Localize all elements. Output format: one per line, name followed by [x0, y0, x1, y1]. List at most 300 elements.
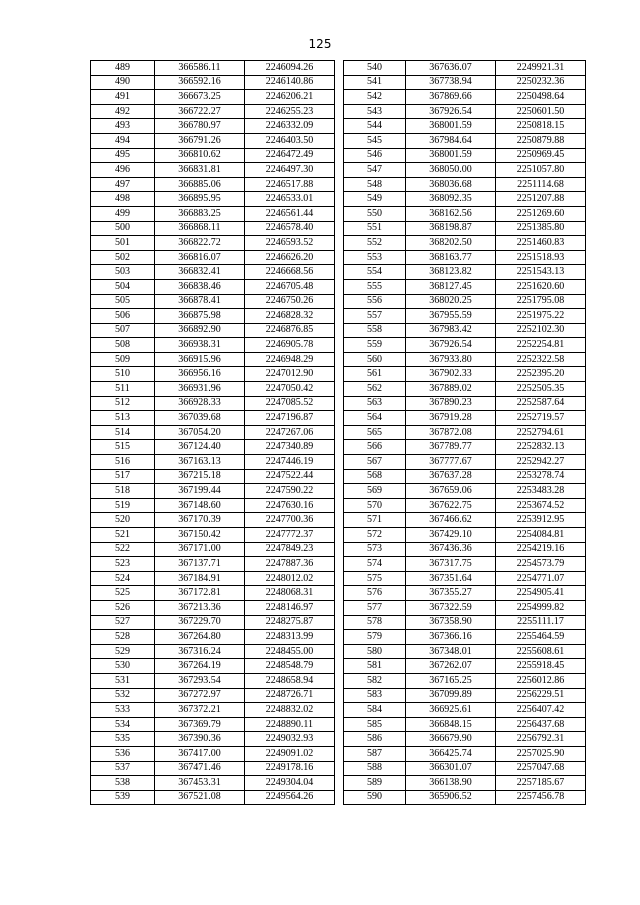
point-number-cell: 562	[344, 382, 406, 397]
x-coordinate-cell: 367983.42	[406, 323, 496, 338]
point-number-cell: 522	[91, 542, 155, 557]
y-coordinate-cell: 2247050.42	[245, 382, 335, 397]
x-coordinate-cell: 366956.16	[155, 367, 245, 382]
table-row	[91, 659, 335, 674]
point-number-cell: 497	[91, 177, 155, 192]
y-coordinate-cell: 2251795.08	[496, 294, 586, 309]
x-coordinate-cell: 367262.07	[406, 659, 496, 674]
point-number-cell: 557	[344, 309, 406, 324]
table-row	[91, 484, 335, 499]
table-row	[344, 644, 586, 659]
x-coordinate-cell: 366883.25	[155, 206, 245, 221]
point-number-cell: 513	[91, 411, 155, 426]
y-coordinate-cell: 2246626.20	[245, 250, 335, 265]
y-coordinate-cell: 2247590.22	[245, 484, 335, 499]
x-coordinate-cell: 367789.77	[406, 440, 496, 455]
table-row	[344, 717, 586, 732]
table-row	[91, 790, 335, 805]
table-row	[344, 352, 586, 367]
point-number-cell: 552	[344, 236, 406, 251]
x-coordinate-cell: 366875.98	[155, 309, 245, 324]
table-row	[344, 104, 586, 119]
x-coordinate-cell: 367417.00	[155, 746, 245, 761]
y-coordinate-cell: 2246561.44	[245, 206, 335, 221]
x-coordinate-cell: 367322.59	[406, 600, 496, 615]
y-coordinate-cell: 2247887.36	[245, 557, 335, 572]
x-coordinate-cell: 367926.54	[406, 104, 496, 119]
y-coordinate-cell: 2247522.44	[245, 469, 335, 484]
table-row	[91, 294, 335, 309]
x-coordinate-cell: 368163.77	[406, 250, 496, 265]
x-coordinate-cell: 367039.68	[155, 411, 245, 426]
y-coordinate-cell: 2246332.09	[245, 119, 335, 134]
x-coordinate-cell: 368162.56	[406, 206, 496, 221]
y-coordinate-cell: 2250969.45	[496, 148, 586, 163]
point-number-cell: 512	[91, 396, 155, 411]
y-coordinate-cell: 2252322.58	[496, 352, 586, 367]
y-coordinate-cell: 2256437.68	[496, 717, 586, 732]
table-row	[344, 382, 586, 397]
point-number-cell: 568	[344, 469, 406, 484]
y-coordinate-cell: 2252254.81	[496, 338, 586, 353]
table-row	[344, 542, 586, 557]
x-coordinate-cell: 366892.90	[155, 323, 245, 338]
table-row	[91, 746, 335, 761]
y-coordinate-cell: 2247012.90	[245, 367, 335, 382]
y-coordinate-cell: 2252719.57	[496, 411, 586, 426]
table-row	[344, 338, 586, 353]
table-row	[91, 396, 335, 411]
y-coordinate-cell: 2246094.26	[245, 61, 335, 76]
y-coordinate-cell: 2257456.78	[496, 790, 586, 805]
point-number-cell: 490	[91, 75, 155, 90]
x-coordinate-cell: 366780.97	[155, 119, 245, 134]
y-coordinate-cell: 2248832.02	[245, 703, 335, 718]
table-row	[344, 309, 586, 324]
table-row	[344, 586, 586, 601]
point-number-cell: 537	[91, 761, 155, 776]
y-coordinate-cell: 2249032.93	[245, 732, 335, 747]
x-coordinate-cell: 367171.00	[155, 542, 245, 557]
table-row	[91, 528, 335, 543]
y-coordinate-cell: 2255111.17	[496, 615, 586, 630]
y-coordinate-cell: 2246255.23	[245, 104, 335, 119]
point-number-cell: 520	[91, 513, 155, 528]
y-coordinate-cell: 2248146.97	[245, 600, 335, 615]
table-row	[344, 600, 586, 615]
point-number-cell: 506	[91, 309, 155, 324]
table-row	[91, 703, 335, 718]
point-number-cell: 527	[91, 615, 155, 630]
x-coordinate-cell: 367372.21	[155, 703, 245, 718]
point-number-cell: 577	[344, 600, 406, 615]
y-coordinate-cell: 2255464.59	[496, 630, 586, 645]
table-row	[91, 469, 335, 484]
table-row	[91, 119, 335, 134]
y-coordinate-cell: 2246668.56	[245, 265, 335, 280]
point-number-cell: 526	[91, 600, 155, 615]
x-coordinate-cell: 367264.80	[155, 630, 245, 645]
x-coordinate-cell: 366673.25	[155, 90, 245, 105]
y-coordinate-cell: 2250818.15	[496, 119, 586, 134]
x-coordinate-cell: 367264.19	[155, 659, 245, 674]
y-coordinate-cell: 2252587.64	[496, 396, 586, 411]
x-coordinate-cell: 366138.90	[406, 776, 496, 791]
point-number-cell: 576	[344, 586, 406, 601]
point-number-cell: 489	[91, 61, 155, 76]
table-row	[344, 323, 586, 338]
point-number-cell: 516	[91, 455, 155, 470]
table-row	[344, 177, 586, 192]
point-number-cell: 548	[344, 177, 406, 192]
x-coordinate-cell: 367366.16	[406, 630, 496, 645]
point-number-cell: 569	[344, 484, 406, 499]
point-number-cell: 534	[91, 717, 155, 732]
table-row	[344, 75, 586, 90]
table-row	[344, 440, 586, 455]
x-coordinate-cell: 367636.07	[406, 61, 496, 76]
point-number-cell: 514	[91, 425, 155, 440]
point-number-cell: 536	[91, 746, 155, 761]
x-coordinate-cell: 367137.71	[155, 557, 245, 572]
table-row	[344, 367, 586, 382]
x-coordinate-cell: 367902.33	[406, 367, 496, 382]
point-number-cell: 546	[344, 148, 406, 163]
table-row	[344, 265, 586, 280]
table-row	[344, 528, 586, 543]
x-coordinate-cell: 367124.40	[155, 440, 245, 455]
y-coordinate-cell: 2251518.93	[496, 250, 586, 265]
x-coordinate-cell: 367890.23	[406, 396, 496, 411]
x-coordinate-cell: 366592.16	[155, 75, 245, 90]
point-number-cell: 493	[91, 119, 155, 134]
point-number-cell: 575	[344, 571, 406, 586]
y-coordinate-cell: 2246206.21	[245, 90, 335, 105]
point-number-cell: 574	[344, 557, 406, 572]
table-row	[91, 586, 335, 601]
x-coordinate-cell: 366301.07	[406, 761, 496, 776]
table-row	[91, 557, 335, 572]
table-row	[91, 236, 335, 251]
point-number-cell: 509	[91, 352, 155, 367]
table-row	[344, 761, 586, 776]
point-number-cell: 519	[91, 498, 155, 513]
y-coordinate-cell: 2247700.36	[245, 513, 335, 528]
point-number-cell: 551	[344, 221, 406, 236]
point-number-cell: 545	[344, 133, 406, 148]
table-row	[91, 367, 335, 382]
table-row	[91, 761, 335, 776]
point-number-cell: 495	[91, 148, 155, 163]
point-number-cell: 590	[344, 790, 406, 805]
x-coordinate-cell: 367355.27	[406, 586, 496, 601]
point-number-cell: 532	[91, 688, 155, 703]
point-number-cell: 542	[344, 90, 406, 105]
x-coordinate-cell: 366928.33	[155, 396, 245, 411]
point-number-cell: 504	[91, 279, 155, 294]
y-coordinate-cell: 2253483.28	[496, 484, 586, 499]
point-number-cell: 585	[344, 717, 406, 732]
y-coordinate-cell: 2247340.89	[245, 440, 335, 455]
y-coordinate-cell: 2251207.88	[496, 192, 586, 207]
table-row	[344, 425, 586, 440]
table-row	[344, 484, 586, 499]
point-number-cell: 511	[91, 382, 155, 397]
y-coordinate-cell: 2248455.00	[245, 644, 335, 659]
table-row	[91, 644, 335, 659]
point-number-cell: 565	[344, 425, 406, 440]
point-number-cell: 531	[91, 673, 155, 688]
table-row	[344, 294, 586, 309]
x-coordinate-cell: 366722.27	[155, 104, 245, 119]
point-number-cell: 550	[344, 206, 406, 221]
table-row	[344, 411, 586, 426]
x-coordinate-cell: 367165.25	[406, 673, 496, 688]
table-row	[91, 440, 335, 455]
x-coordinate-cell: 366938.31	[155, 338, 245, 353]
y-coordinate-cell: 2249304.04	[245, 776, 335, 791]
table-row	[91, 455, 335, 470]
y-coordinate-cell: 2251543.13	[496, 265, 586, 280]
point-number-cell: 503	[91, 265, 155, 280]
table-row	[344, 746, 586, 761]
x-coordinate-cell: 367429.10	[406, 528, 496, 543]
y-coordinate-cell: 2247085.52	[245, 396, 335, 411]
x-coordinate-cell: 367148.60	[155, 498, 245, 513]
y-coordinate-cell: 2246593.52	[245, 236, 335, 251]
y-coordinate-cell: 2252102.30	[496, 323, 586, 338]
table-row	[344, 469, 586, 484]
y-coordinate-cell: 2248726.71	[245, 688, 335, 703]
x-coordinate-cell: 367889.02	[406, 382, 496, 397]
x-coordinate-cell: 367351.64	[406, 571, 496, 586]
point-number-cell: 529	[91, 644, 155, 659]
x-coordinate-cell: 368198.87	[406, 221, 496, 236]
point-number-cell: 517	[91, 469, 155, 484]
y-coordinate-cell: 2246578.40	[245, 221, 335, 236]
table-row	[91, 425, 335, 440]
y-coordinate-cell: 2249178.16	[245, 761, 335, 776]
table-row	[344, 250, 586, 265]
x-coordinate-cell: 366816.07	[155, 250, 245, 265]
y-coordinate-cell: 2253912.95	[496, 513, 586, 528]
y-coordinate-cell: 2246876.85	[245, 323, 335, 338]
x-coordinate-cell: 366915.96	[155, 352, 245, 367]
table-row	[344, 236, 586, 251]
x-coordinate-cell: 367213.36	[155, 600, 245, 615]
table-row	[344, 279, 586, 294]
point-number-cell: 521	[91, 528, 155, 543]
coordinates-table-right	[343, 60, 586, 805]
y-coordinate-cell: 2248313.99	[245, 630, 335, 645]
y-coordinate-cell: 2246948.29	[245, 352, 335, 367]
table-row	[344, 163, 586, 178]
table-row	[91, 323, 335, 338]
point-number-cell: 515	[91, 440, 155, 455]
x-coordinate-cell: 367229.70	[155, 615, 245, 630]
point-number-cell: 491	[91, 90, 155, 105]
y-coordinate-cell: 2257047.68	[496, 761, 586, 776]
x-coordinate-cell: 366810.62	[155, 148, 245, 163]
y-coordinate-cell: 2251975.22	[496, 309, 586, 324]
point-number-cell: 505	[91, 294, 155, 309]
y-coordinate-cell: 2250601.50	[496, 104, 586, 119]
x-coordinate-cell: 366925.61	[406, 703, 496, 718]
y-coordinate-cell: 2247446.19	[245, 455, 335, 470]
x-coordinate-cell: 367215.18	[155, 469, 245, 484]
x-coordinate-cell: 367099.89	[406, 688, 496, 703]
x-coordinate-cell: 366885.06	[155, 177, 245, 192]
point-number-cell: 586	[344, 732, 406, 747]
x-coordinate-cell: 366425.74	[406, 746, 496, 761]
point-number-cell: 563	[344, 396, 406, 411]
y-coordinate-cell: 2249921.31	[496, 61, 586, 76]
point-number-cell: 518	[91, 484, 155, 499]
table-row	[344, 206, 586, 221]
y-coordinate-cell: 2256407.42	[496, 703, 586, 718]
point-number-cell: 540	[344, 61, 406, 76]
x-coordinate-cell: 367955.59	[406, 309, 496, 324]
y-coordinate-cell: 2246517.88	[245, 177, 335, 192]
point-number-cell: 507	[91, 323, 155, 338]
table-row	[91, 338, 335, 353]
table-row	[91, 776, 335, 791]
table-row	[91, 352, 335, 367]
point-number-cell: 555	[344, 279, 406, 294]
x-coordinate-cell: 367984.64	[406, 133, 496, 148]
table-row	[344, 615, 586, 630]
x-coordinate-cell: 368123.82	[406, 265, 496, 280]
y-coordinate-cell: 2248658.94	[245, 673, 335, 688]
point-number-cell: 510	[91, 367, 155, 382]
x-coordinate-cell: 366832.41	[155, 265, 245, 280]
point-number-cell: 508	[91, 338, 155, 353]
x-coordinate-cell: 367777.67	[406, 455, 496, 470]
x-coordinate-cell: 367926.54	[406, 338, 496, 353]
point-number-cell: 499	[91, 206, 155, 221]
x-coordinate-cell: 367163.13	[155, 455, 245, 470]
x-coordinate-cell: 366848.15	[406, 717, 496, 732]
point-number-cell: 561	[344, 367, 406, 382]
x-coordinate-cell: 367170.39	[155, 513, 245, 528]
x-coordinate-cell: 366791.26	[155, 133, 245, 148]
point-number-cell: 578	[344, 615, 406, 630]
y-coordinate-cell: 2257185.67	[496, 776, 586, 791]
y-coordinate-cell: 2256229.51	[496, 688, 586, 703]
point-number-cell: 502	[91, 250, 155, 265]
y-coordinate-cell: 2254771.07	[496, 571, 586, 586]
table-row	[344, 90, 586, 105]
table-row	[91, 600, 335, 615]
point-number-cell: 554	[344, 265, 406, 280]
x-coordinate-cell: 367521.08	[155, 790, 245, 805]
x-coordinate-cell: 367436.36	[406, 542, 496, 557]
x-coordinate-cell: 367369.79	[155, 717, 245, 732]
y-coordinate-cell: 2247267.06	[245, 425, 335, 440]
table-row	[91, 192, 335, 207]
x-coordinate-cell: 367272.97	[155, 688, 245, 703]
y-coordinate-cell: 2246140.86	[245, 75, 335, 90]
table-row	[344, 571, 586, 586]
point-number-cell: 582	[344, 673, 406, 688]
x-coordinate-cell: 367872.08	[406, 425, 496, 440]
table-row	[91, 61, 335, 76]
y-coordinate-cell: 2250879.88	[496, 133, 586, 148]
y-coordinate-cell: 2251057.80	[496, 163, 586, 178]
y-coordinate-cell: 2246705.48	[245, 279, 335, 294]
x-coordinate-cell: 367184.91	[155, 571, 245, 586]
point-number-cell: 553	[344, 250, 406, 265]
y-coordinate-cell: 2250232.36	[496, 75, 586, 90]
y-coordinate-cell: 2251620.60	[496, 279, 586, 294]
point-number-cell: 588	[344, 761, 406, 776]
y-coordinate-cell: 2251114.68	[496, 177, 586, 192]
table-row	[91, 279, 335, 294]
table-row	[91, 411, 335, 426]
coordinates-table-left	[90, 60, 335, 805]
table-row	[91, 732, 335, 747]
table-row	[344, 630, 586, 645]
point-number-cell: 541	[344, 75, 406, 90]
table-row	[91, 571, 335, 586]
point-number-cell: 500	[91, 221, 155, 236]
table-row	[344, 557, 586, 572]
point-number-cell: 535	[91, 732, 155, 747]
point-number-cell: 533	[91, 703, 155, 718]
point-number-cell: 571	[344, 513, 406, 528]
y-coordinate-cell: 2249091.02	[245, 746, 335, 761]
point-number-cell: 583	[344, 688, 406, 703]
x-coordinate-cell: 368001.59	[406, 119, 496, 134]
table-row	[344, 513, 586, 528]
table-row	[91, 148, 335, 163]
table-row	[91, 382, 335, 397]
table-row	[91, 498, 335, 513]
y-coordinate-cell: 2252505.35	[496, 382, 586, 397]
x-coordinate-cell: 367317.75	[406, 557, 496, 572]
x-coordinate-cell: 367348.01	[406, 644, 496, 659]
y-coordinate-cell: 2255918.45	[496, 659, 586, 674]
point-number-cell: 524	[91, 571, 155, 586]
point-number-cell: 566	[344, 440, 406, 455]
x-coordinate-cell: 368092.35	[406, 192, 496, 207]
table-row	[91, 615, 335, 630]
x-coordinate-cell: 367150.42	[155, 528, 245, 543]
point-number-cell: 567	[344, 455, 406, 470]
y-coordinate-cell: 2253674.52	[496, 498, 586, 513]
x-coordinate-cell: 367172.81	[155, 586, 245, 601]
y-coordinate-cell: 2249564.26	[245, 790, 335, 805]
point-number-cell: 564	[344, 411, 406, 426]
x-coordinate-cell: 367919.28	[406, 411, 496, 426]
y-coordinate-cell: 2257025.90	[496, 746, 586, 761]
x-coordinate-cell: 366895.95	[155, 192, 245, 207]
y-coordinate-cell: 2248275.87	[245, 615, 335, 630]
table-row	[344, 148, 586, 163]
point-number-cell: 573	[344, 542, 406, 557]
point-number-cell: 587	[344, 746, 406, 761]
y-coordinate-cell: 2248890.11	[245, 717, 335, 732]
point-number-cell: 579	[344, 630, 406, 645]
x-coordinate-cell: 368020.25	[406, 294, 496, 309]
y-coordinate-cell: 2254573.79	[496, 557, 586, 572]
point-number-cell: 496	[91, 163, 155, 178]
point-number-cell: 584	[344, 703, 406, 718]
table-row	[344, 455, 586, 470]
y-coordinate-cell: 2253278.74	[496, 469, 586, 484]
y-coordinate-cell: 2254219.16	[496, 542, 586, 557]
page-number: 125	[308, 37, 332, 51]
